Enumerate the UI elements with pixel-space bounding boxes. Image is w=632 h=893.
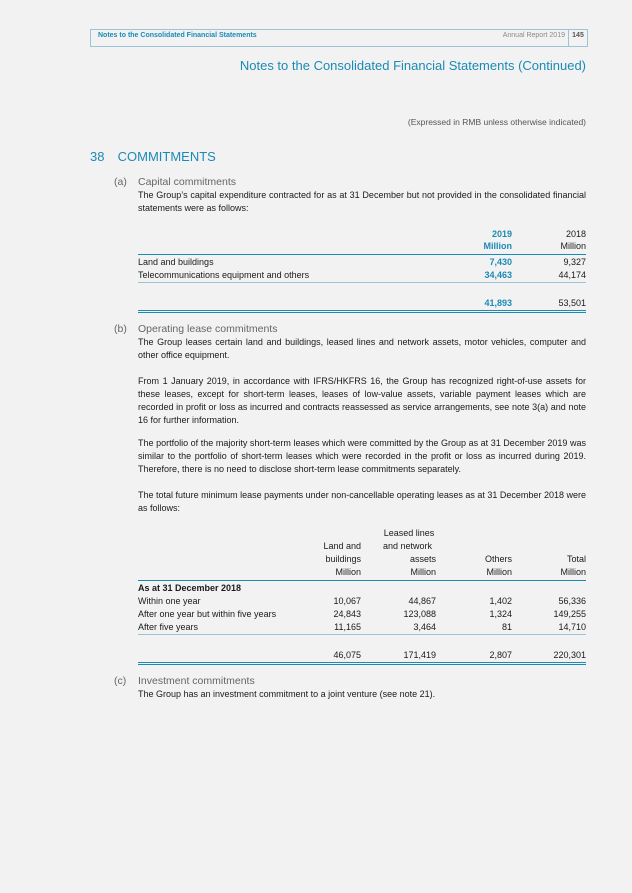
total-2018: 53,501 [558,298,586,308]
header-divider [568,29,569,47]
capital-total-rule-2 [138,312,586,313]
row-label: After five years [138,622,199,632]
capital-header-rule [138,254,586,255]
lease-header-line-3 [138,553,586,566]
as-at-label: As at 31 December 2018 [138,583,242,593]
lease-header-line-2 [138,540,586,553]
lease-paragraph-3: The portfolio of the majority short-term leases which were committed by the Group as at 31 December 2019 was similar to the portfolio of short-term leases which were recorded in the profit or loss as incurred during 2019. Therefore, there is no need to disclose short-term lease commitments separately. [138,438,586,474]
land-header-1: Land and [323,541,361,551]
total-2019: 41,893 [484,298,512,308]
lease-paragraph-2: From 1 January 2019, in accordance with IFRS/HKFRS 16, the Group has recognized right-of-use assets for these leases, except for short-term leases, leases of low-value assets, variable payment leases which are recorded in profit or loss as incurred and contracts reassessed as service arrangements, see note 3(a) and note 16 for further information. [138,376,586,425]
table-row [138,595,586,608]
leased-header-1: Leased lines [383,528,435,538]
section-title: COMMITMENTS [117,149,216,164]
subsection-a-title: Capital commitments [138,176,237,188]
total-value: 14,710 [558,622,586,632]
section-number: 38 [90,149,105,164]
lease-paragraph-1: The Group leases certain land and buildings, leased lines and network assets, motor vehicles, computer and other office equipment. [138,337,586,360]
value-2019: 34,463 [484,270,512,280]
lease-subtotal-rule [138,634,586,635]
col-2019-unit: Million [483,241,512,251]
value-2019: 7,430 [489,257,512,267]
lease-total-rule-1 [138,662,586,663]
col-2018-unit: Million [560,241,586,251]
lease-header-line-4 [138,566,586,579]
capital-subtotal-rule [138,282,586,283]
total-value: 149,255 [553,609,586,619]
lease-header-line-1 [138,527,586,540]
land-value: 10,067 [333,596,361,606]
land-total: 46,075 [333,650,361,660]
lease-header-rule [138,580,586,581]
others-value: 1,324 [489,609,512,619]
section-heading [90,149,216,164]
lease-total-row [138,649,586,662]
subsection-b-title: Operating lease commitments [138,323,278,335]
subsection-b-label: (b) [114,323,127,335]
header-section-title: Notes to the Consolidated Financial Statements [98,32,257,39]
others-value: 1,402 [489,596,512,606]
total-value: 56,336 [558,596,586,606]
land-header-2: buildings [325,554,361,564]
others-header-1: Others [484,554,512,564]
land-header-3: Million [335,567,361,577]
col-2019-year: 2019 [491,229,512,239]
grand-total: 220,301 [553,650,586,660]
row-label: Within one year [138,596,201,606]
table-row [138,621,586,634]
land-value: 11,165 [334,622,361,632]
row-label: Telecommunications equipment and others [138,270,310,280]
leased-total: 171,419 [403,650,436,660]
as-at-heading [138,582,586,595]
row-label: Land and buildings [138,257,214,267]
total-header-1: Total [566,554,586,564]
total-header-2: Million [560,567,586,577]
table-row [138,269,586,282]
value-2018: 9,327 [563,257,586,267]
land-value: 24,843 [333,609,361,619]
leased-value: 123,088 [403,609,436,619]
currency-note: (Expressed in RMB unless otherwise indicated) [407,117,586,127]
others-value: 81 [501,622,512,632]
subsection-c-title: Investment commitments [138,675,255,687]
capital-header-unit [138,240,586,253]
capital-total-row [138,297,586,310]
page-number: 145 [572,32,584,39]
table-row [138,608,586,621]
investment-commitments-text: The Group has an investment commitment to a joint venture (see note 21). [138,689,436,699]
capital-total-rule-1 [138,310,586,311]
value-2018: 44,174 [558,270,586,280]
others-total: 2,807 [489,650,512,660]
subsection-c-label: (c) [114,675,127,687]
capital-commitments-text: The Group’s capital expenditure contracted for as at 31 December but not provided in the consolidated financial statements were as follows: [138,190,586,213]
col-2018-year: 2018 [565,229,586,239]
leased-header-4: Million [410,567,436,577]
page-title: Notes to the Consolidated Financial Statements (Continued) [239,58,586,73]
table-row [138,256,586,269]
others-header-2: Million [486,567,512,577]
row-label: After one year but within five years [138,609,277,619]
lease-total-rule-2 [138,664,586,665]
lease-paragraph-4: The total future minimum lease payments under non-cancellable operating leases as at 31 December 2018 were as follows: [138,490,586,513]
leased-value: 3,464 [413,622,436,632]
leased-value: 44,867 [408,596,436,606]
leased-header-3: assets [409,554,436,564]
subsection-a-label: (a) [114,176,127,188]
header-report-name: Annual Report 2019 [502,32,565,39]
leased-header-2: and network [383,541,433,551]
